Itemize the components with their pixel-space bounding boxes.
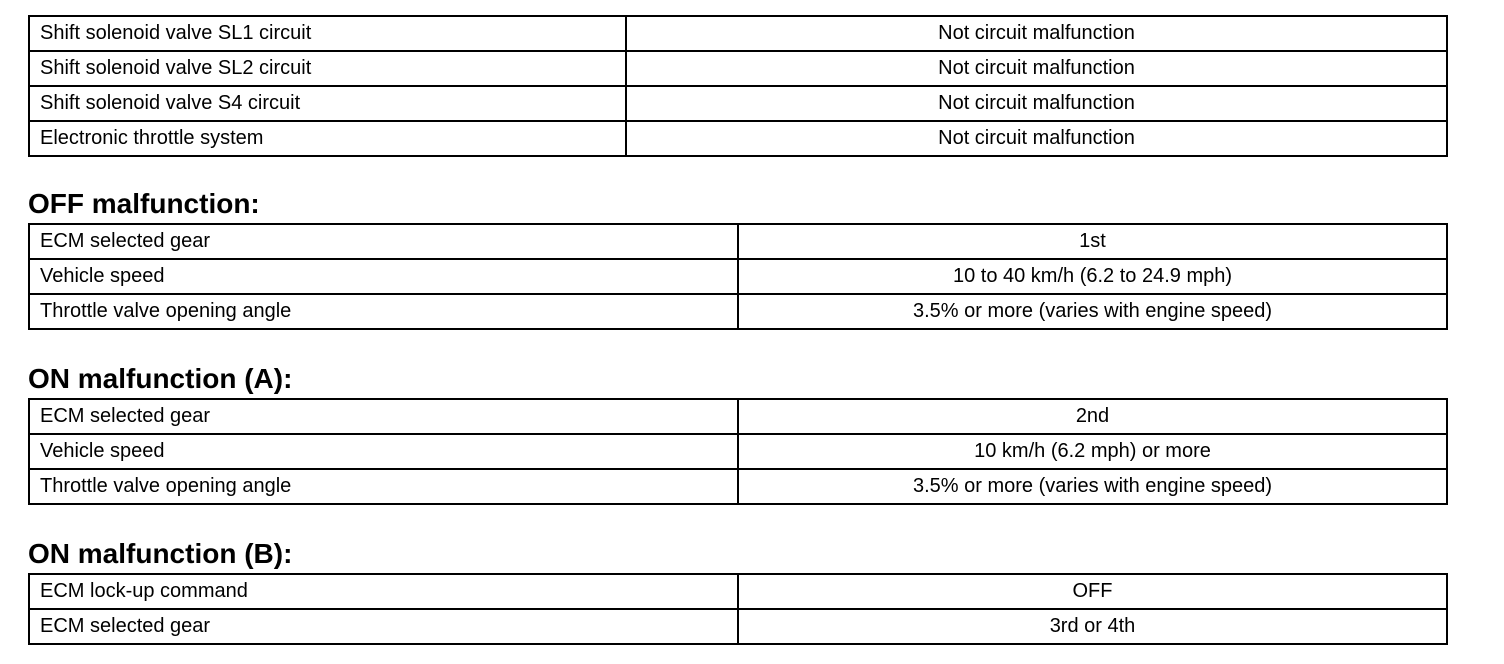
condition-label: Vehicle speed <box>29 434 738 469</box>
condition-value: OFF <box>738 574 1447 609</box>
condition-label: ECM selected gear <box>29 399 738 434</box>
table-row <box>29 294 1447 329</box>
table-row <box>29 469 1447 504</box>
condition-label: Throttle valve opening angle <box>29 469 738 504</box>
condition-value: Not circuit malfunction <box>626 86 1447 121</box>
condition-value: 3rd or 4th <box>738 609 1447 644</box>
condition-value: 3.5% or more (varies with engine speed) <box>738 294 1447 329</box>
table-row <box>29 51 1447 86</box>
off-malfunction-table <box>28 223 1448 330</box>
condition-label: Electronic throttle system <box>29 121 626 156</box>
condition-value: Not circuit malfunction <box>626 51 1447 86</box>
off-malfunction-heading: OFF malfunction: <box>28 188 260 219</box>
table-row <box>29 224 1447 259</box>
circuit-status-table <box>28 15 1448 157</box>
condition-label: ECM lock-up command <box>29 574 738 609</box>
table-row <box>29 16 1447 51</box>
condition-label: Throttle valve opening angle <box>29 294 738 329</box>
table-row <box>29 574 1447 609</box>
on-malfunction-b-heading: ON malfunction (B): <box>28 538 293 569</box>
table-row <box>29 399 1447 434</box>
on-malfunction-b-table <box>28 573 1448 645</box>
condition-value: 1st <box>738 224 1447 259</box>
condition-label: Shift solenoid valve SL2 circuit <box>29 51 626 86</box>
condition-label: ECM selected gear <box>29 224 738 259</box>
condition-value: 10 km/h (6.2 mph) or more <box>738 434 1447 469</box>
condition-label: Shift solenoid valve SL1 circuit <box>29 16 626 51</box>
condition-value: Not circuit malfunction <box>626 16 1447 51</box>
condition-value: Not circuit malfunction <box>626 121 1447 156</box>
table-row <box>29 609 1447 644</box>
on-malfunction-a-table <box>28 398 1448 505</box>
condition-label: Vehicle speed <box>29 259 738 294</box>
condition-label: Shift solenoid valve S4 circuit <box>29 86 626 121</box>
condition-value: 3.5% or more (varies with engine speed) <box>738 469 1447 504</box>
table-row <box>29 121 1447 156</box>
condition-value: 2nd <box>738 399 1447 434</box>
on-malfunction-a-heading: ON malfunction (A): <box>28 363 293 394</box>
table-row <box>29 259 1447 294</box>
condition-value: 10 to 40 km/h (6.2 to 24.9 mph) <box>738 259 1447 294</box>
table-row <box>29 86 1447 121</box>
condition-label: ECM selected gear <box>29 609 738 644</box>
table-row <box>29 434 1447 469</box>
